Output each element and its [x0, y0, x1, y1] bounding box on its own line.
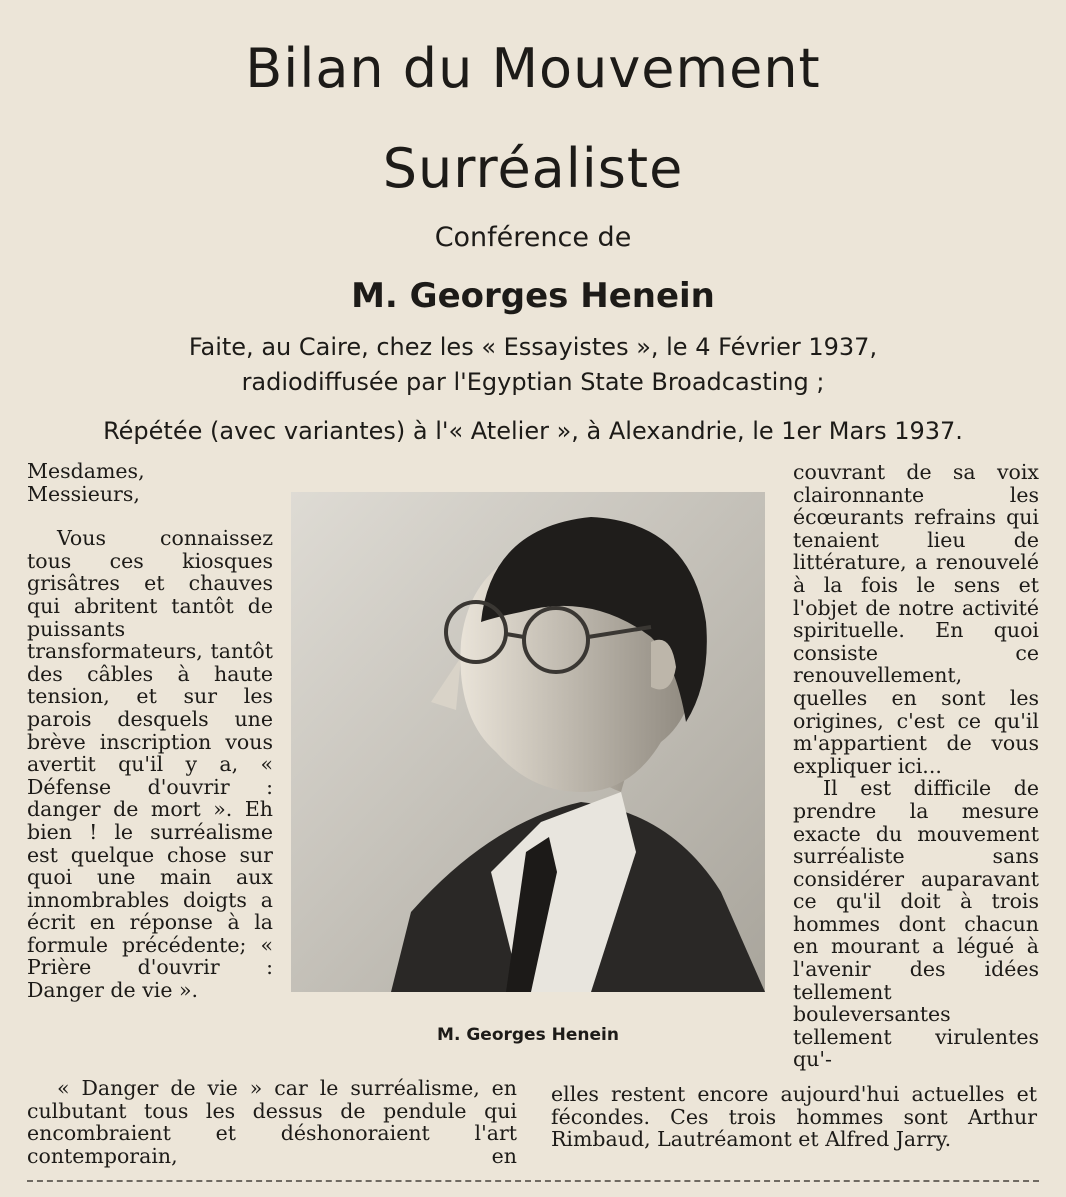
bottom-left-paragraph: « Danger de vie » car le surréalisme, en culbutant tous les dessus de pendule qui encombraient et déshonoraient l'art contemporain, en — [27, 1076, 517, 1168]
article-subtitle: Conférence de — [434, 222, 632, 253]
photo-caption: M. Georges Henein — [437, 1025, 619, 1045]
info-line-3: Répétée (avec variantes) à l'« Atelier », à Alexandrie, le 1er Mars 1937. — [103, 417, 963, 445]
info-line-1: Faite, au Caire, chez les « Essayistes », le 4 Février 1937, — [188, 333, 878, 361]
right-column — [793, 461, 1039, 1071]
page-bottom-rule — [27, 1180, 1039, 1188]
left-paragraph: Vous connaissez tous ces kiosques grisâtres et chauves qui abritent tantôt de puissants transformateurs, tantôt des câbles à haute tension, et sur les parois desquels une brève inscription vous avertit qu'il y a, « Défense d'ouvrir : danger de mort ». Eh bien ! le surréalisme est quelque chose sur quoi une main aux innombrables doigts a écrit en réponse à la formule précédente; « Prière d'ouvrir : Danger de vie ». — [27, 526, 273, 1003]
right-paragraph-1: couvrant de sa voix claironnante les écœurants refrains qui tenaient lieu de littérature, a renouvelé à la fois le sens et l'objet de notre activité spirituelle. En quoi consiste ce renouvellement, quelles en sont les origines, c'est ce qu'il m'appartient de vous expliquer ici... — [793, 460, 1039, 778]
right-paragraph-2: Il est difficile de prendre la mesure exacte du mouvement surréaliste sans considérer auparavant ce qu'il doit à trois hommes dont chacun en mourant a légué à l'avenir des idées tellement bouleversantes tellement virulentes qu'- — [793, 776, 1039, 1072]
article-title-line1: Bilan du Mouvement — [245, 37, 821, 100]
salutation-messieurs: Messieurs, — [27, 481, 140, 506]
bottom-right-paragraph: elles restent encore aujourd'hui actuelles et fécondes. Ces trois hommes sont Arthur Rimbaud, Lautréamont et Alfred Jarry. — [551, 1082, 1037, 1152]
bottom-left-column — [27, 1077, 517, 1167]
article-author: M. Georges Henein — [351, 276, 715, 316]
article-title-line2: Surréaliste — [382, 137, 684, 200]
portrait-image — [291, 492, 765, 992]
salutation-mesdames: Mesdames, — [27, 459, 145, 483]
bottom-right-column — [551, 1083, 1037, 1151]
info-line-2: radiodiffusée par l'Egyptian State Broadcasting ; — [241, 368, 825, 396]
left-column — [27, 460, 273, 1002]
portrait-photo — [291, 492, 765, 992]
